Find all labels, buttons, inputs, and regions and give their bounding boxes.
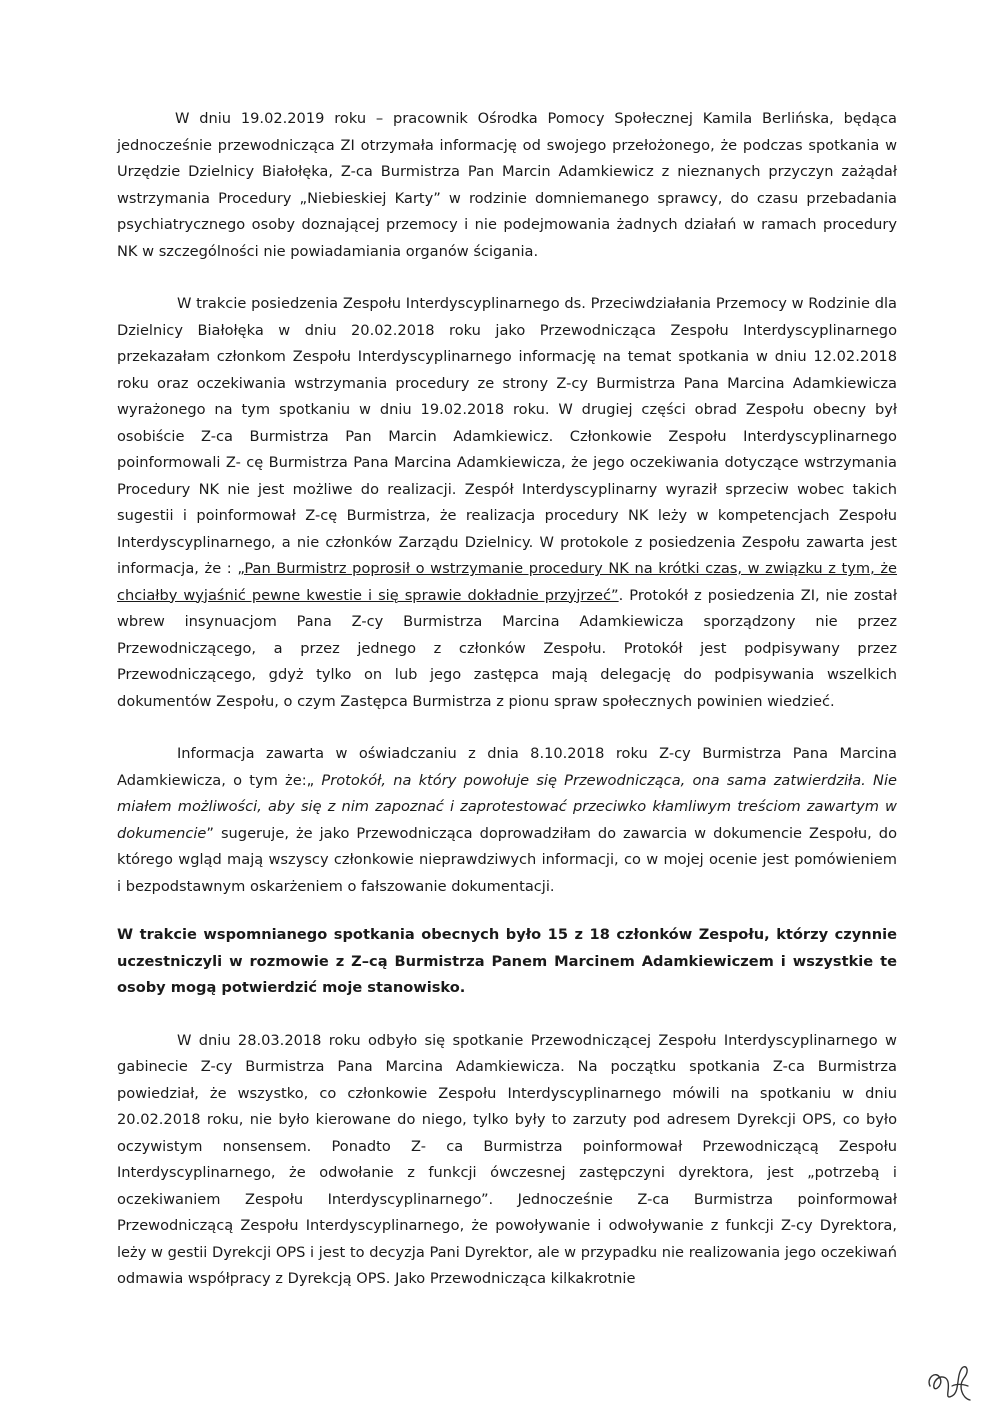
paragraph-3-text: Informacja zawarta w oświadczaniu z dnia 8.10.2018 roku Z-cy Burmistrza Pana Marcina Adamkiewicza, o tym że:„: [117, 745, 897, 789]
paragraph-2-underlined-quote: „Pan Burmistrz poprosił o wstrzymanie procedury NK na krótki czas, w związku z tym, że chciałby wyjaśnić pewne kwestie i się sprawie dokładnie przyjrzeć”: [117, 560, 898, 604]
paragraph-3: [117, 741, 897, 900]
paragraph-1: [117, 106, 897, 265]
paragraph-5: [117, 1028, 897, 1293]
handwritten-initials-signature: [922, 1356, 978, 1406]
paragraph-3-text-continued: ” sugeruje, że jako Przewodnicząca doprowadziłam do zawarcia w dokumencie Zespołu, do którego wgląd mają wszyscy członkowie nieprawdziwych informacji, co w mojej ocenie jest pomówieniem i bezpodstawnym oskarżeniem o fałszowanie dokumentacji.: [117, 824, 897, 895]
paragraph-2: [117, 291, 897, 715]
paragraph-5-text: W dniu 28.03.2018 roku odbyło się spotkanie Przewodniczącej Zespołu Interdyscyplinarnego w gabinecie Z-cy Burmistrza Pana Marcina Adamkiewicza. Na początku spotkania Z-ca Burmistrza powiedział, że wszystko, co członkowie Zespołu Interdyscyplinarnego mówili na spotkaniu w dniu 20.02.2018 roku, nie było kierowane do niego, tylko były to zarzuty pod adresem Dyrekcji OPS, co było oczywistym nonsensem. Ponadto Z- ca Burmistrza poinformował Przewodniczącą Zespołu Interdyscyplinarnego, że odwołanie z funkcji ówczesnej zastępczyni dyrektora, jest „potrzebą i oczekiwaniem Zespołu Interdyscyplinarnego”. Jednocześnie Z-ca Burmistrza poinformował Przewodniczącą Zespołu Interdyscyplinarnego, że powoływanie i odwoływanie z funkcji Z-cy Dyrektora, leży w gestii Dyrekcji OPS i jest to decyzja Pani Dyrektor, ale w przypadku nie realizowania jego oczekiwań odmawia współpracy z Dyrekcją OPS. Jako Przewodnicząca kilkakrotnie: [117, 1031, 897, 1287]
paragraph-1-text: W dniu 19.02.2019 roku – pracownik Ośrodka Pomocy Społecznej Kamila Berlińska, będąca jednocześnie przewodnicząca ZI otrzymała informację od swojego przełożonego, że podczas spotkania w Urzędzie Dzielnicy Białołęka, Z-ca Burmistrza Pan Marcin Adamkiewicz z nieznanych przyczyn zażądał wstrzymania Procedury „Niebieskiej Karty” w rodzinie domniemanego sprawcy, do czasu przebadania psychiatrycznego osoby doznającej przemocy i nie podejmowania żadnych działań w ramach procedury NK w szczególności nie powiadamiania organów ścigania.: [117, 110, 897, 260]
paragraph-4-bold: [117, 922, 897, 1002]
document-page: [117, 106, 897, 1293]
paragraph-4-text: W trakcie wspomnianego spotkania obecnych było 15 z 18 członków Zespołu, którzy czynnie uczestniczyli w rozmowie z Z–cą Burmistrza Panem Marcinem Adamkiewiczem i wszystkie te osoby mogą potwierdzić moje stanowisko.: [117, 926, 897, 996]
paragraph-3-italic-quote: Protokół, na który powołuje się Przewodnicząca, ona sama zatwierdziła. Nie miałem możliwości, aby się z nim zapoznać i zaprotestować przeciwko kłamliwym treściom zawartym w dokumencie: [117, 771, 897, 842]
paragraph-2-text-continued: . Protokół z posiedzenia ZI, nie został wbrew insynuacjom Pana Z-cy Burmistrza Marcina Adamkiewicza sporządzony nie przez Przewodniczącego, a przez jednego z członków Zespołu. Protokół jest podpisywany przez Przewodniczącego, gdyż tylko on lub jego zastępca mają delegację do podpisywania wszelkich dokumentów Zespołu, o czym Zastępca Burmistrza z pionu spraw społecznych powinien wiedzieć.: [117, 586, 897, 710]
paragraph-2-text: W trakcie posiedzenia Zespołu Interdyscyplinarnego ds. Przeciwdziałania Przemocy w Rodzinie dla Dzielnicy Białołęka w dniu 20.02.2018 roku jako Przewodnicząca Zespołu Interdyscyplinarnego przekazałam członkom Zespołu Interdyscyplinarnego informację na temat spotkania w dniu 12.02.2018 roku oraz oczekiwania wstrzymania procedury ze strony Z-cy Burmistrza Pana Marcina Adamkiewicza wyrażonego na tym spotkaniu w dniu 19.02.2018 roku. W drugiej części obrad Zespołu obecny był osobiście Z-ca Burmistrza Pan Marcin Adamkiewicz. Członkowie Zespołu Interdyscyplinarnego poinformowali Z- cę Burmistrza Pana Marcina Adamkiewicza, że jego oczekiwania dotyczące wstrzymania Procedury NK nie jest możliwe do realizacji. Zespół Interdyscyplinarny wyraził sprzeciw wobec takich sugestii i poinformował Z-cę Burmistrza, że realizacja procedury NK leży w kompetencjach Zespołu Interdyscyplinarnego, a nie członków Zarządu Dzielnicy. W protokole z posiedzenia Zespołu zawarta jest informacja, że :: [117, 295, 897, 577]
